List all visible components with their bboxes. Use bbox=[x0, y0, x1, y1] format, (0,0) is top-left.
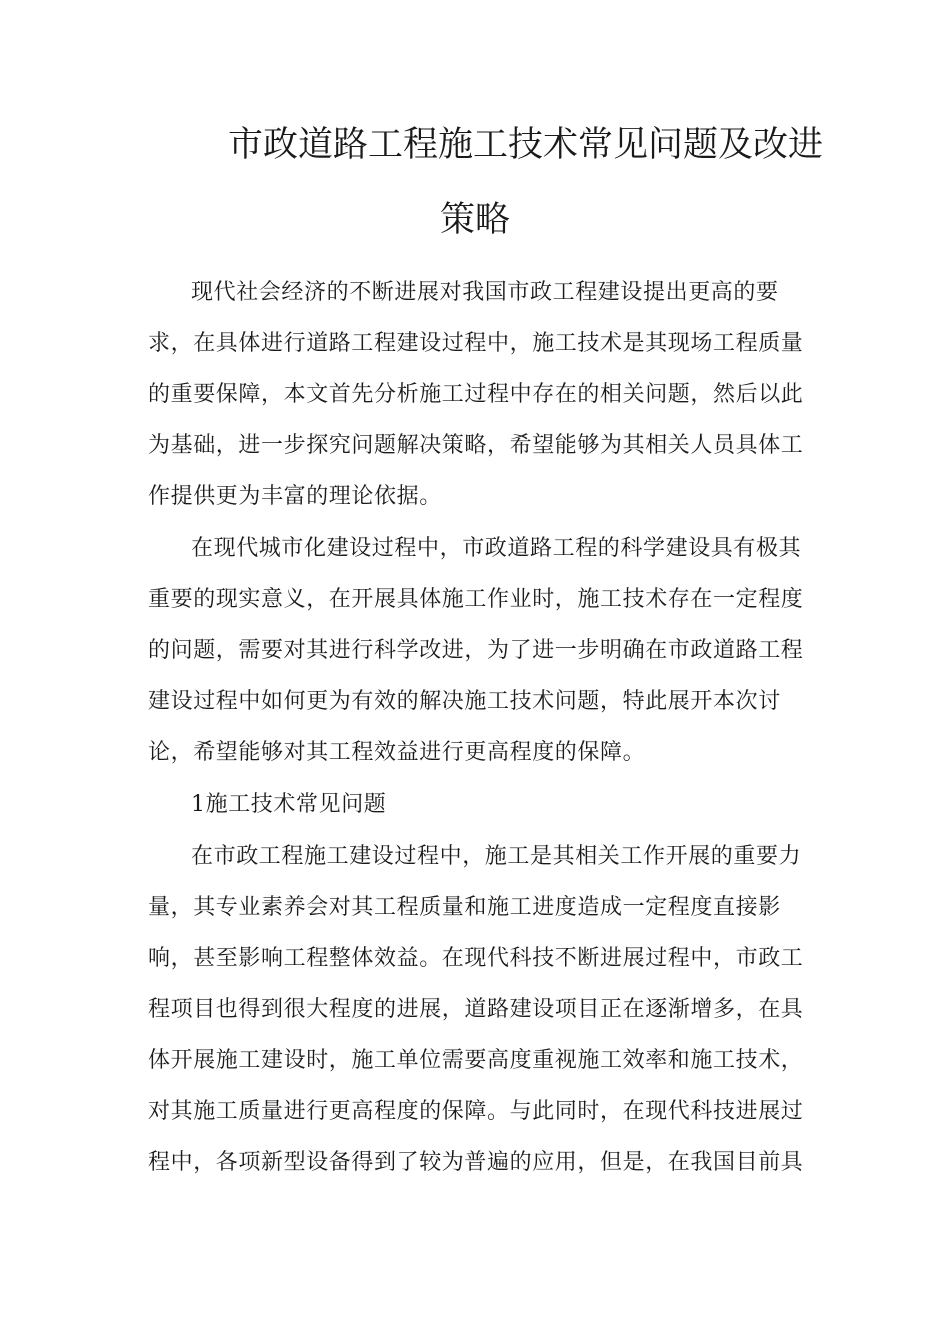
paragraph-3-line-4: 程项目也得到很大程度的进展，道路建设项目正在逐渐增多，在具 bbox=[148, 997, 804, 1022]
paragraph-3-line-5: 体开展施工建设时，施工单位需要高度重视施工效率和施工技术， bbox=[148, 1048, 804, 1073]
section-heading: 1施工技术常见问题 bbox=[191, 792, 387, 817]
paragraph-3-line-6: 对其施工质量进行更高程度的保障。与此同时，在现代科技进展过 bbox=[148, 1099, 804, 1124]
paragraph-1-line-3: 的重要保障，本文首先分析施工过程中存在的相关问题，然后以此 bbox=[148, 382, 804, 407]
paragraph-2-line-4: 建设过程中如何更为有效的解决施工技术问题，特此展开本次讨 bbox=[148, 689, 781, 714]
paragraph-1-line-2: 求，在具体进行道路工程建设过程中，施工技术是其现场工程质量 bbox=[148, 331, 804, 356]
document-title-line-2: 策略 bbox=[440, 200, 511, 240]
paragraph-2-line-1: 在现代城市化建设过程中，市政道路工程的科学建设具有极其 bbox=[191, 536, 802, 561]
paragraph-3-line-2: 量，其专业素养会对其工程质量和施工进度造成一定程度直接影 bbox=[148, 895, 781, 920]
paragraph-3-line-1: 在市政工程施工建设过程中，施工是其相关工作开展的重要力 bbox=[191, 844, 802, 869]
paragraph-1-line-4: 为基础，进一步探究问题解决策略，希望能够为其相关人员具体工 bbox=[148, 433, 804, 458]
paragraph-1-line-1: 现代社会经济的不断进展对我国市政工程建设提出更高的要 bbox=[191, 280, 779, 305]
paragraph-3-line-7: 程中，各项新型设备得到了较为普遍的应用，但是，在我国目前具 bbox=[148, 1150, 804, 1175]
paragraph-2-line-5: 论，希望能够对其工程效益进行更高程度的保障。 bbox=[148, 740, 646, 765]
paragraph-3-line-3: 响，甚至影响工程整体效益。在现代科技不断进展过程中，市政工 bbox=[148, 946, 804, 971]
paragraph-2-line-2: 重要的现实意义，在开展具体施工作业时，施工技术存在一定程度 bbox=[148, 587, 804, 612]
paragraph-2-line-3: 的问题，需要对其进行科学改进，为了进一步明确在市政道路工程 bbox=[148, 638, 804, 663]
paragraph-1-line-5: 作提供更为丰富的理论依据。 bbox=[148, 484, 442, 509]
document-title-line-1: 市政道路工程施工技术常见问题及改进 bbox=[228, 125, 824, 165]
